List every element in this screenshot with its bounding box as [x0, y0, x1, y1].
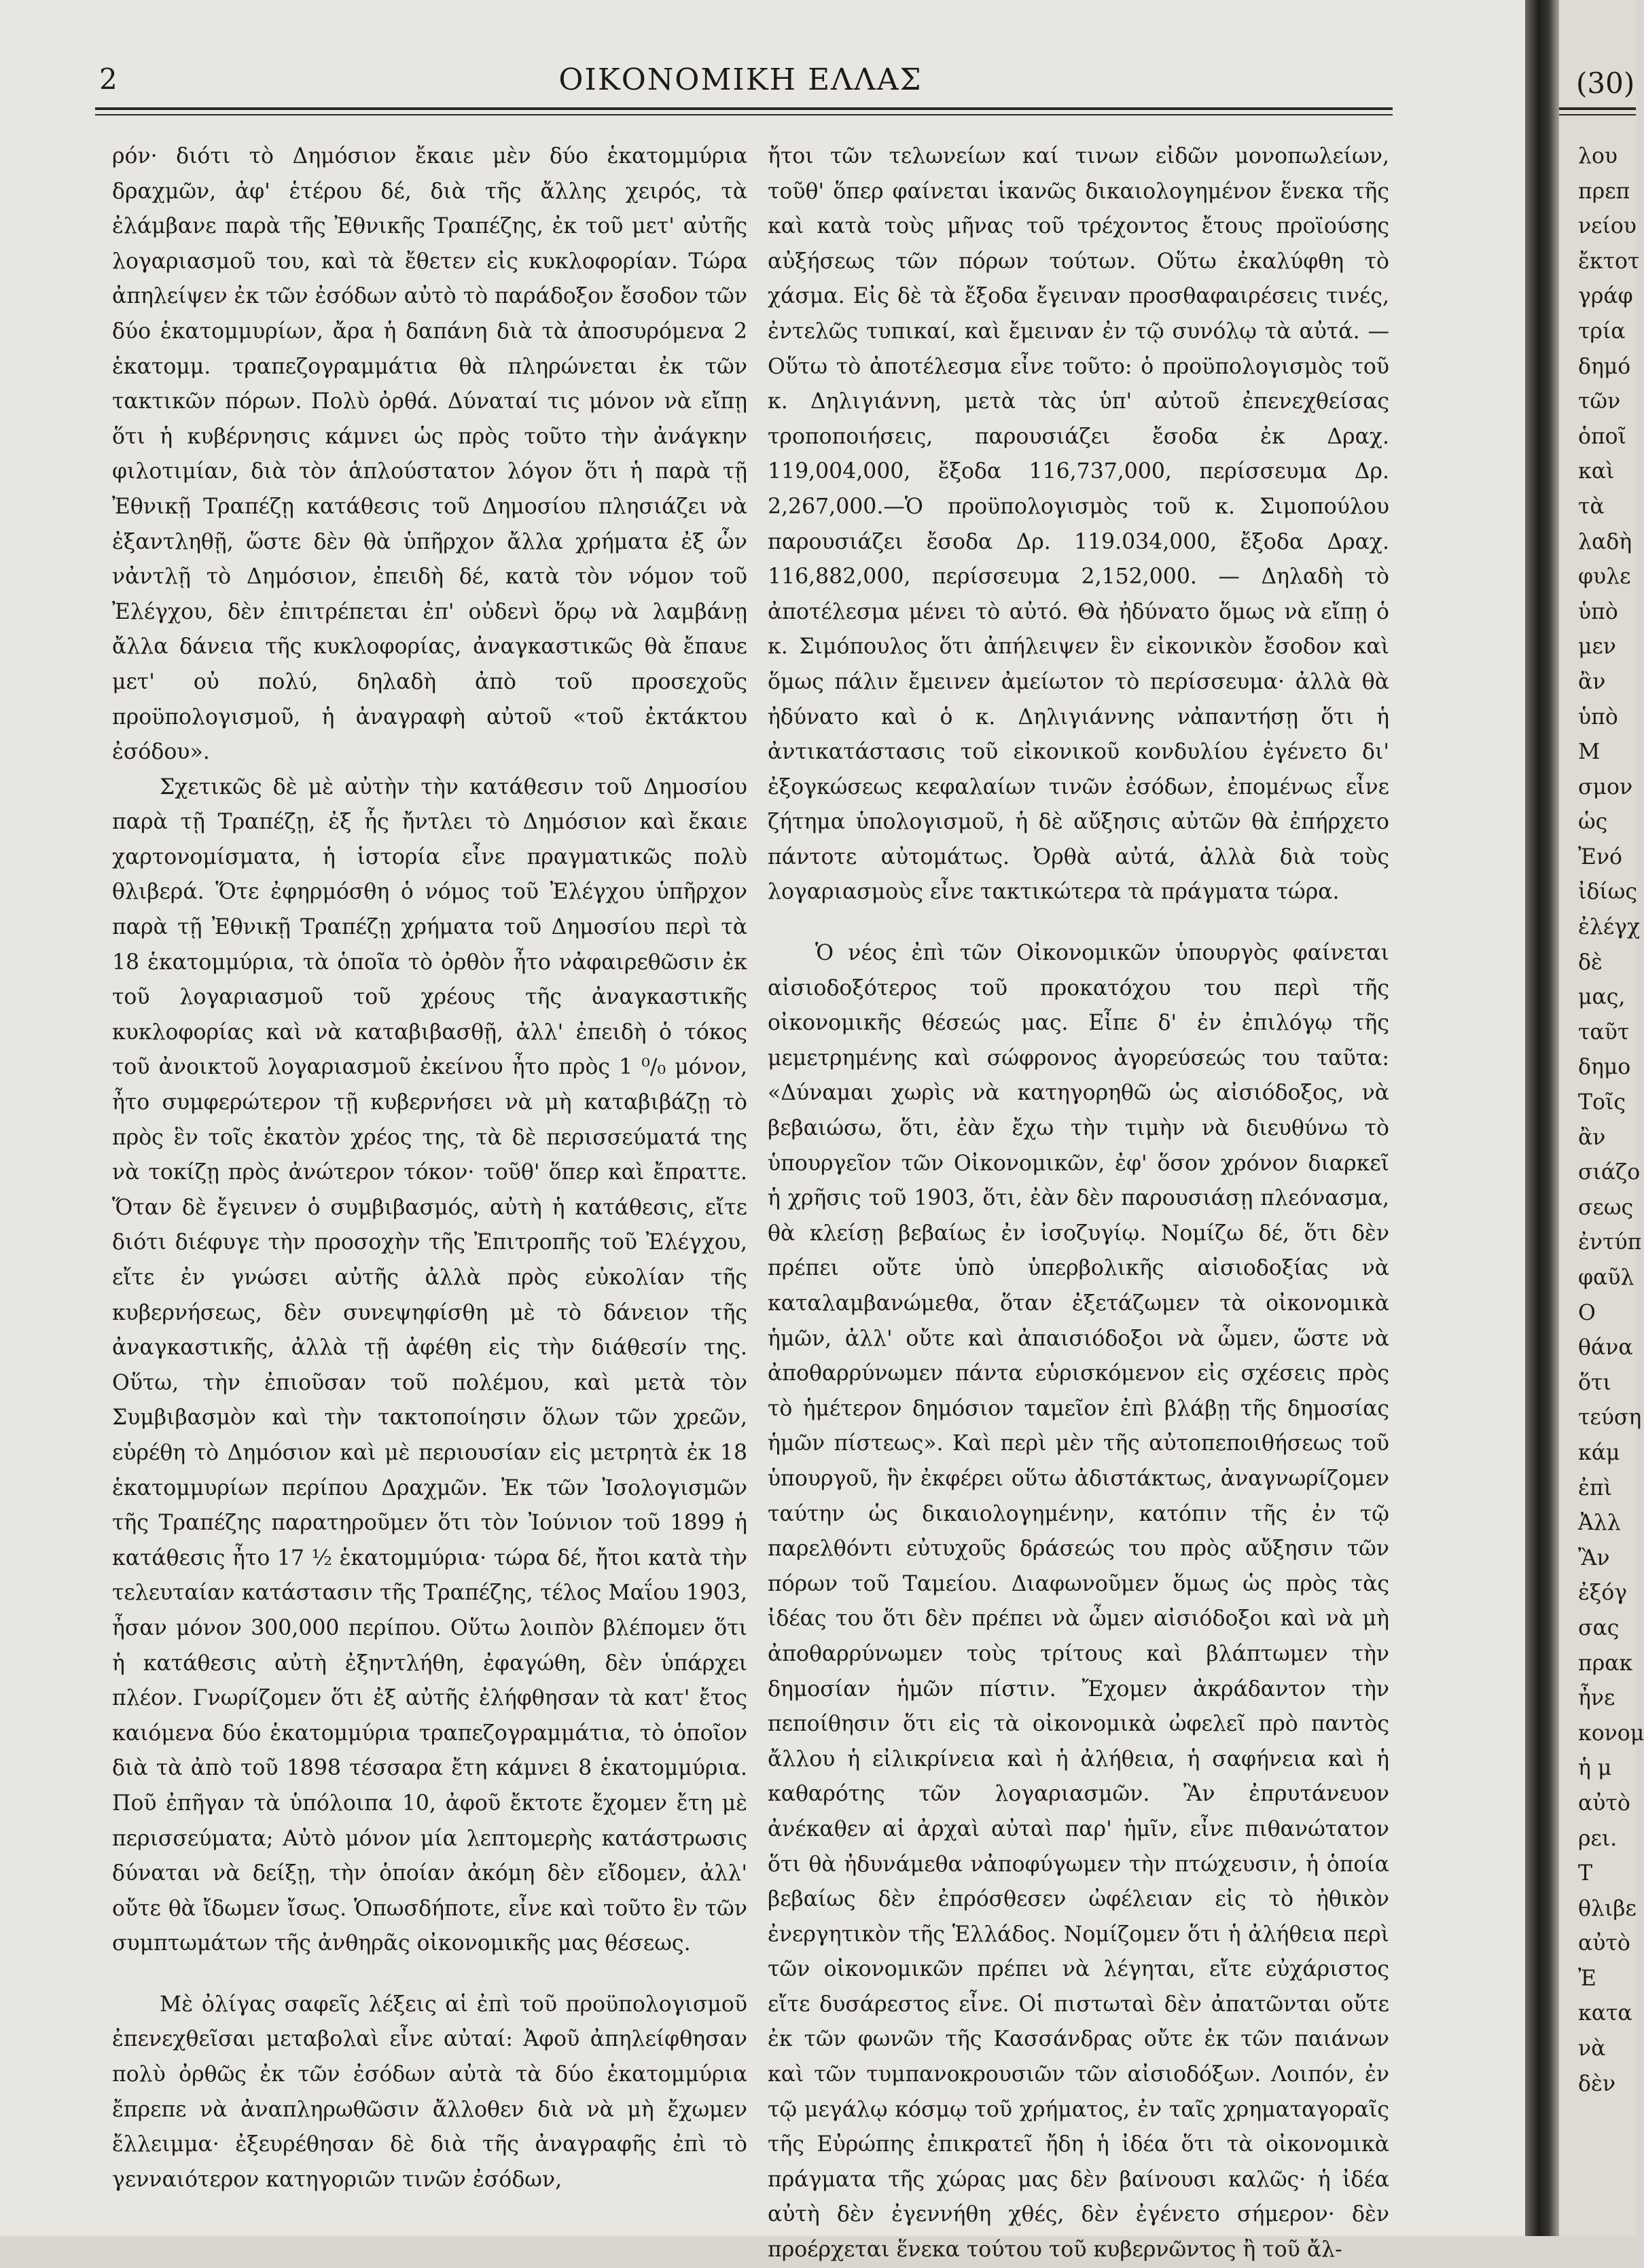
adjacent-line-fragment: Ο	[1578, 1300, 1596, 1325]
adjacent-line-fragment: ταῦτ	[1578, 1020, 1630, 1045]
adjacent-line-fragment: σιάζο	[1578, 1160, 1641, 1185]
left-paragraph-3: Μὲ ὀλίγας σαφεῖς λέξεις αἱ ἐπὶ τοῦ προϋπολογισμοῦ ἐπενεχθεῖσαι μεταβολαὶ εἶνε αὐταί: Ἀφοῦ ἀπηλείφθησαν πολὺ ὀρθῶς ἐκ τῶν ἐσόδων αὐτὰ τὰ δύο ἑκατομμύρια ἔπρεπε νὰ ἀναπληρωθῶσιν ἄλλοθεν διὰ νὰ μὴ ἔχωμεν ἔλλειμμα· ἐξευρέθησαν δὲ διὰ τῆς ἀναγραφῆς ἐπὶ τὸ γενναιότερον κατηγοριῶν τινῶν ἐσόδων,	[112, 1992, 747, 2192]
adjacent-line-fragment: μας,	[1578, 985, 1626, 1010]
right-paragraph-2: Ὁ νέος ἐπὶ τῶν Οἰκονομικῶν ὑπουργὸς φαίνεται αἰσιοδοξότερος τοῦ προκατόχου του περὶ τῆς οἰκονομικῆς θέσεώς μας. Εἶπε δ' ἐν ἐπιλόγῳ τῆς μεμετρημένης καὶ σώφρονος ἀγορεύσεώς του ταῦτα: «Δύναμαι χωρὶς νὰ κατηγορηθῶ ὡς αἰσιόδοξος, νὰ βεβαιώσω, ὅτι, ἐὰν ἔχω τὴν τιμὴν νὰ διευθύνω τὸ ὑπουργεῖον τῶν Οἰκονομικῶν, ἐφ' ὅσον χρόνον διαρκεῖ ἡ χρῆσις τοῦ 1903, ὅτι, ἐὰν δὲν παρουσιάσῃ πλεόνασμα, θὰ κλείσῃ βεβαίως ἐν ἰσοζυγίῳ. Νομίζω δέ, ὅτι δὲν πρέπει οὔτε ὑπὸ ὑπερβολικῆς αἰσιοδοξίας νὰ καταλαμβανώμεθα, ὅταν ἐξετάζωμεν τὰ οἰκονομικὰ ἡμῶν, ἀλλ' οὔτε καὶ ἀπαισιόδοξοι νὰ ὦμεν, ὥστε νὰ ἀποθαρρύνωμεν πάντα εὑρισκόμενον εἰς σχέσεις πρὸς τὸ ἡμέτερον δημόσιον ταμεῖον ἐπὶ βλάβῃ τῆς δημοσίας ἡμῶν πίστεως». Καὶ περὶ μὲν τῆς αὐτοπεποιθήσεως τοῦ ὑπουργοῦ, ἣν ἐκφέρει οὕτω ἀδιστάκτως, ἀναγνωρίζομεν ταύτην ὡς δικαιολογημένην, κατόπιν τῆς ἐν τῷ παρελθόντι εὐτυχοῦς δράσεώς του πρὸς αὔξησιν τῶν πόρων τοῦ Ταμείου. Διαφωνοῦμεν ὅμως ὡς πρὸς τὰς ἰδέας του ὅτι δὲν πρέπει νὰ ὦμεν αἰσιόδοξοι καὶ νὰ μὴ ἀποθαρρύνωμεν τοὺς τρίτους καὶ βλάπτωμεν τὴν δημοσίαν ἡμῶν πίστιν. Ἔχομεν ἀκράδαντον τὴν πεποίθησιν ὅτι εἰς τὰ οἰκονομικὰ ὠφελεῖ πρὸ παντὸς ἄλλου ἡ εἰλικρίνεια καὶ ἡ ἀλήθεια, ἡ σαφήνεια καὶ ἡ καθαρότης τῶν λογαριασμῶν. Ἂν ἐπρυτάνευον ἀνέκαθεν αἱ ἀρχαὶ αὐταὶ παρ' ἡμῖν, εἶνε πιθανώτατον ὅτι θὰ ἠδυνάμεθα νἀποφύγωμεν τὴν πτώχευσιν, ἡ ὁποία βεβαίως δὲν ἐπρόσθεσεν ὠφέλειαν εἰς τὸ ἠθικὸν ἐνεργητικὸν τῆς Ἑλλάδος. Νομίζομεν ὅτι ἡ ἀλήθεια περὶ τῶν οἰκονομικῶν πρέπει νὰ λέγηται, εἴτε εὐχάριστος εἴτε δυσάρεστος εἶνε. Οἱ πιστωταὶ δὲν ἀπατῶνται οὔτε ἐκ τῶν φωνῶν τῆς Κασσάνδρας οὔτε ἐκ τῶν παιάνων καὶ τῶν τυμπανοκρουσιῶν τῶν αἰσιοδόξων. Λοιπόν, ἐν τῷ μεγάλῳ κόσμῳ τοῦ χρήματος, ἐν ταῖς χρηματαγοραῖς τῆς Εὐρώπης ἐπικρατεῖ ἤδη ἡ ἰδέα ὅτι τὰ οἰκονομικὰ πράγματα τῆς χώρας μας δὲν βαίνουσι καλῶς· ἡ ἰδέα αὐτὴ δὲν ἐγεννήθη χθές, δὲν ἐγένετο σήμερον· δὲν προέρχεται ἕνεκα τούτου τοῦ κυβερνῶντος ἢ τοῦ ἄλ-	[768, 941, 1389, 2263]
adjacent-line-fragment: Τοῖς	[1578, 1090, 1626, 1115]
adjacent-line-fragment: λαδὴ	[1578, 529, 1632, 554]
adjacent-line-fragment: ἰδίως	[1578, 880, 1637, 905]
adjacent-line-fragment: Τ	[1578, 1861, 1593, 1886]
adjacent-line-fragment: ἂν	[1578, 1125, 1606, 1150]
adjacent-line-fragment: ὑπὸ	[1578, 599, 1618, 624]
adjacent-line-fragment: ὡς	[1578, 810, 1608, 835]
adjacent-line-fragment: τῶν	[1578, 389, 1621, 414]
adjacent-line-fragment: σμον	[1578, 774, 1633, 799]
adjacent-line-fragment: ἦνε	[1578, 1686, 1615, 1711]
adjacent-line-fragment: αὐτὸ	[1578, 1790, 1630, 1816]
right-paragraph-1: ἤτοι τῶν τελωνείων καί τινων εἰδῶν μονοπωλείων, τοῦθ' ὅπερ φαίνεται ἱκανῶς δικαιολογημένον ἕνεκα τῆς καὶ κατὰ τοὺς μῆνας τοῦ τρέχοντος ἔτους προϊούσης αὐξήσεως τῶν πόρων τούτων. Οὕτω ἐκαλύφθη τὸ χάσμα. Εἰς δὲ τὰ ἔξοδα ἔγειναν προσθαφαιρέσεις τινές, ἐντελῶς τυπικαί, καὶ ἔμειναν ἐν τῷ συνόλῳ τὰ αὐτά. — Οὕτω τὸ ἀποτέλεσμα εἶνε τοῦτο: ὁ προϋπολογισμὸς τοῦ κ. Δηλιγιάννη, μετὰ τὰς ὑπ' αὐτοῦ ἐπενεχθείσας τροποποιήσεις, παρουσιάζει ἔσοδα ἐκ Δραχ. 119,004,000, ἔξοδα 116,737,000, περίσσευμα Δρ. 2,267,000.—Ὁ προϋπολογισμὸς τοῦ κ. Σιμοπούλου παρουσιάζει ἔσοδα Δρ. 119.034,000, ἔξοδα Δραχ. 116,882,000, περίσσευμα 2,152,000. — Δηλαδὴ τὸ ἀποτέλεσμα μένει τὸ αὐτό. Θὰ ἠδύνατο ὅμως νὰ εἴπῃ ὁ κ. Σιμόπουλος ὅτι ἀπήλειψεν ἓν εἰκονικὸν ἔσοδον καὶ ὅμως πάλιν ἔμεινεν ἀμείωτον τὸ περίσσευμα· ἀλλὰ θὰ ἠδύνατο καὶ ὁ κ. Δηλιγιάννης νἀπαντήσῃ ὅτι ἡ ἀντικατάστασις τοῦ εἰκονικοῦ κονδυλίου ἐγένετο δι' ἐξογκώσεως κεφαλαίων τινῶν ἐσόδων, ἐπομένως εἶνε ζήτημα ὑπολογισμοῦ, ἡ δὲ αὔξησις αὐτῶν θὰ ἐπήρχετο πάντοτε αὐτομάτως. Ὀρθὰ αὐτά, ἀλλὰ διὰ τοὺς λογαριασμοὺς εἶνε τακτικώτερα τὰ πράγματα τώρα.	[768, 144, 1389, 905]
adjacent-line-fragment: Ἂν	[1578, 1545, 1610, 1570]
adjacent-line-fragment: θλιβε	[1578, 1896, 1637, 1921]
adjacent-line-fragment: ἐξόγ	[1578, 1581, 1628, 1606]
adjacent-line-fragment: δὲν	[1578, 2071, 1616, 2096]
adjacent-line-fragment: πρεπ	[1578, 179, 1630, 204]
adjacent-line-fragment: κάμ	[1578, 1440, 1620, 1465]
adjacent-line-fragment: ὑπὸ	[1578, 704, 1618, 730]
adjacent-page	[1559, 0, 1644, 2236]
adjacent-line-fragment: δημό	[1578, 354, 1631, 379]
adjacent-line-fragment: δημο	[1578, 1055, 1631, 1080]
adjacent-line-fragment: αὐτὸ	[1578, 1931, 1630, 1956]
adjacent-line-fragment: Ἐ	[1578, 1966, 1596, 1991]
adjacent-line-fragment: ὁποῖ	[1578, 424, 1626, 449]
adjacent-line-fragment: σας	[1578, 1615, 1620, 1640]
adjacent-line-fragment: καὶ	[1578, 459, 1615, 484]
adjacent-line-fragment: τὰ	[1578, 494, 1605, 519]
adjacent-line-fragment: ἐντύπ	[1578, 1230, 1642, 1255]
adjacent-line-fragment: Ἀλλ	[1578, 1511, 1621, 1536]
adjacent-line-fragment: ρει.	[1578, 1826, 1618, 1851]
adjacent-line-fragment: μεν	[1578, 634, 1616, 660]
adjacent-line-fragment: Ἐνό	[1578, 844, 1622, 869]
right-column	[768, 139, 1389, 2268]
adjacent-line-fragment: νείου	[1578, 214, 1637, 239]
adjacent-rule-thin	[1559, 114, 1636, 115]
header-rule-thin	[95, 114, 1393, 115]
adjacent-line-fragment: φαῦλ	[1578, 1265, 1634, 1290]
adjacent-line-fragment: ἡ μ	[1578, 1756, 1612, 1781]
adjacent-line-fragment: ἐλέγχ	[1578, 915, 1641, 940]
left-paragraph-2: Σχετικῶς δὲ μὲ αὐτὴν τὴν κατάθεσιν τοῦ Δημοσίου παρὰ τῇ Τραπέζῃ, ἐξ ἧς ἤντλει τὸ Δημόσιον καὶ ἔκαιε χαρτονομίσματα, ἡ ἱστορία εἶνε πραγματικῶς πολὺ θλιβερά. Ὅτε ἐφηρμόσθη ὁ νόμος τοῦ Ἐλέγχου ὑπῆρχον παρὰ τῇ Ἐθνικῇ Τραπέζῃ χρήματα τοῦ Δημοσίου περὶ τὰ 18 ἑκατομμύρια, τὰ ὁποῖα τὸ ὀρθὸν ἦτο νἀφαιρεθῶσιν ἐκ τοῦ λογαριασμοῦ τοῦ χρέους τῆς ἀναγκαστικῆς κυκλοφορίας καὶ νὰ καταβιβασθῇ, ἀλλ' ἐπειδὴ ὁ τόκος τοῦ ἀνοικτοῦ λογαριασμοῦ ἐκείνου ἦτο πρὸς 1 ⁰/₀ μόνον, ἦτο συμφερώτερον τῇ κυβερνήσει νὰ μὴ καταβιβάζῃ τὸ πρὸς ἓν τοῖς ἑκατὸν χρέος της, τὰ δὲ περισσεύματά της νὰ τοκίζῃ πρὸς ἀνώτερον τόκον· τοῦθ' ὅπερ καὶ ἔπραττε. Ὅταν δὲ ἔγεινεν ὁ συμβιβασμός, αὐτὴ ἡ κατάθεσις, εἴτε διότι διέφυγε τὴν προσοχὴν τῆς Ἐπιτροπῆς τοῦ Ἐλέγχου, εἴτε ἐν γνώσει αὐτῆς ἀλλὰ πρὸς εὐκολίαν τῆς κυβερνήσεως, δὲν συνεψηφίσθη μὲ τὸ δάνειον τῆς ἀναγκαστικῆς, ἀλλὰ τῇ ἀφέθη εἰς τὴν διάθεσίν της. Οὕτω, τὴν ἐπιοῦσαν τοῦ πολέμου, καὶ μετὰ τὸν Συμβιβασμὸν καὶ τὴν τακτοποίησιν ὅλων τῶν χρεῶν, εὑρέθη τὸ Δημόσιον καὶ μὲ περιουσίαν εἰς μετρητὰ ἐκ 18 ἑκατομμυρίων περίπου Δραχμῶν. Ἐκ τῶν Ἰσολογισμῶν τῆς Τραπέζης παρατηροῦμεν ὅτι τὸν Ἰούνιον τοῦ 1899 ἡ κατάθεσις ἦτο 17 ½ ἑκατομμύρια· τώρα δέ, ἤτοι κατὰ τὴν τελευταίαν κατάστασιν τῆς Τραπέζης, τέλος Μαΐου 1903, ἦσαν μόνον 300,000 περίπου. Οὕτω λοιπὸν βλέπομεν ὅτι ἡ κατάθεσις αὐτὴ ἐξηντλήθη, ἐφαγώθη, δὲν ὑπάρχει πλέον. Γνωρίζομεν ὅτι ἐξ αὐτῆς ἐλήφθησαν τὰ κατ' ἔτος καιόμενα δύο ἑκατομμύρια τραπεζογραμμάτια, τὸ ὁποῖον διὰ τὰ ἀπὸ τοῦ 1898 τέσσαρα ἔτη κάμνει 8 ἑκατομμύρια. Ποῦ ἐπῆγαν τὰ ὑπόλοιπα 10, ἀφοῦ ἔκτοτε ἔχομεν ἔτη μὲ περισσεύματα; Αὐτὸ μόνον μία λεπτομερὴς κατάστρωσις δύναται νὰ δείξῃ, τὴν ὁποίαν ἀκόμη δὲν εἴδομεν, ἀλλ' οὔτε θὰ ἴδωμεν ἴσως. Ὁπωσδήποτε, εἶνε καὶ τοῦτο ἓν τῶν συμπτωμάτων τῆς ἀνθηρᾶς οἰκονομικῆς μας θέσεως.	[112, 774, 747, 1956]
adjacent-line-fragment: ἂν	[1578, 669, 1606, 694]
adjacent-line-fragment: δὲ	[1578, 950, 1603, 975]
adjacent-line-fragment: λου	[1578, 144, 1618, 168]
adjacent-line-fragment: ἔκτοτ	[1578, 249, 1640, 274]
adjacent-line-fragment: γράφ	[1578, 284, 1633, 309]
adjacent-line-fragment: φυλε	[1578, 564, 1631, 590]
adjacent-line-fragment: θάνα	[1578, 1335, 1633, 1361]
adjacent-line-fragment: ἐπὶ	[1578, 1475, 1612, 1500]
adjacent-line-fragment: τεύση	[1578, 1405, 1642, 1430]
adjacent-rule-thick	[1559, 107, 1636, 110]
adjacent-line-fragment: σεως	[1578, 1195, 1634, 1220]
running-title: ΟΙΚΟΝΟΜΙΚΗ ΕΛΛΑΣ	[558, 62, 923, 97]
adjacent-line-fragment: κατα	[1578, 2001, 1632, 2026]
adjacent-page-fragments	[1578, 139, 1644, 2102]
adjacent-line-fragment: τρία	[1578, 319, 1626, 344]
page-number: 2	[99, 62, 118, 96]
adjacent-line-fragment: Μ	[1578, 740, 1601, 765]
left-paragraph-1: ρόν· διότι τὸ Δημόσιον ἔκαιε μὲν δύο ἑκατομμύρια δραχμῶν, ἀφ' ἑτέρου δέ, διὰ τῆς ἄλλης χειρός, τὰ ἐλάμβανε παρὰ τῆς Ἐθνικῆς Τραπέζης, ἐκ τοῦ μετ' αὐτῆς λογαριασμοῦ του, καὶ τὰ ἔθετεν εἰς κυκλοφορίαν. Τώρα ἀπηλείψεν ἐκ τῶν ἐσόδων αὐτὸ τὸ παράδοξον ἔσοδον τῶν δύο ἑκατομμυρίων, ἄρα ἡ δαπάνη διὰ τὰ ἀποσυρόμενα 2 ἑκατομμ. τραπεζογραμμάτια θὰ πληρώνεται ἐκ τῶν τακτικῶν πόρων. Πολὺ ὀρθά. Δύναταί τις μόνον νὰ εἴπῃ ὅτι ἡ κυβέρνησις κάμνει ὡς πρὸς τοῦτο τὴν ἀνάγκην φιλοτιμίαν, διὰ τὸν ἁπλούστατον λόγον ὅτι ἡ παρὰ τῇ Ἐθνικῇ Τραπέζῃ κατάθεσις τοῦ Δημοσίου πλησιάζει νὰ ἐξαντληθῇ, ὥστε δὲν θὰ ὑπῆρχον ἄλλα χρήματα ἐξ ὧν νἀντλῇ τὸ Δημόσιον, ἐπειδὴ δέ, κατὰ τὸν νόμον τοῦ Ἐλέγχου, δὲν ἐπιτρέπεται ἐπ' οὐδενὶ ὅρῳ νὰ λαμβάνῃ ἄλλα δάνεια τῆς κυκλοφορίας, ἀναγκαστικῶς θὰ ἔπαυε μετ' οὐ πολύ, δηλαδὴ ἀπὸ τοῦ προσεχοῦς προϋπολογισμοῦ, ἡ ἀναγραφὴ αὐτοῦ «τοῦ ἐκτάκτου ἐσόδου».	[112, 144, 747, 765]
header-rule-thick	[95, 107, 1393, 110]
adjacent-page-number: (30)	[1576, 67, 1635, 100]
adjacent-line-fragment: νὰ	[1578, 2036, 1606, 2062]
page-header	[95, 62, 1386, 110]
book-gutter	[1525, 0, 1559, 2236]
adjacent-line-fragment: κονομ	[1578, 1721, 1644, 1746]
adjacent-line-fragment: ὅτι	[1578, 1370, 1611, 1395]
left-column	[112, 139, 747, 2197]
adjacent-line-fragment: πρακ	[1578, 1651, 1633, 1676]
